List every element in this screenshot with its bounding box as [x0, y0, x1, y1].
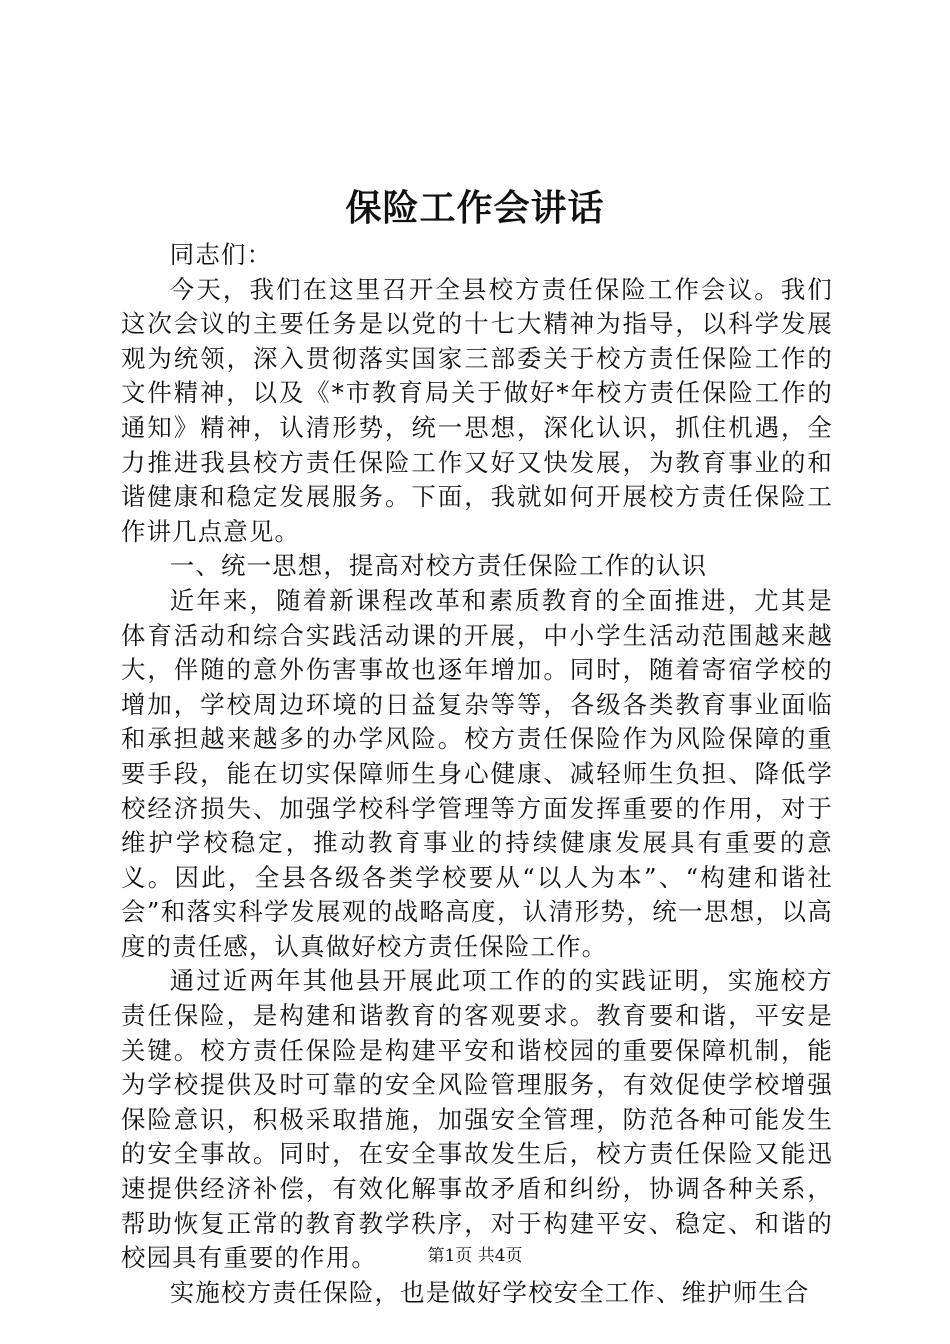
document-body — [121, 238, 833, 1310]
section-heading-1: 一、统一思想，提高对校方责任保险工作的认识 — [169, 551, 708, 581]
page-number-footer: 第1页 共4页 — [427, 1246, 523, 1266]
document-title: 保险工作会讲话 — [345, 187, 605, 229]
intro-paragraph: 今天，我们在这里召开全县校方责任保险工作会议。我们这次会议的主要任务是以党的十七大精神为指导，以科学发展观为统领，深入贯彻落实国家三部委关于校方责任保险工作的文件精神，以及《*市教育局关于做好*年校方责任保险工作的通知》精神，认清形势，统一思想，深化认识，抓住机遇，全力推进我县校方责任保险工作又好又快发展，为教育事业的和谐健康和稳定发展服务。下面，我就如何开展校方责任保险工作讲几点意见。 — [121, 274, 833, 546]
body-paragraph-1: 近年来，随着新课程改革和素质教育的全面推进，尤其是体育活动和综合实践活动课的开展，中小学生活动范围越来越大，伴随的意外伤害事故也逐年增加。同时，随着寄宿学校的增加，学校周边环境的日益复杂等等，各级各类教育事业面临和承担越来越多的办学风险。校方责任保险作为风险保障的重要手段，能在切实保障师生身心健康、减轻师生负担、降低学校经济损失、加强学校科学管理等方面发挥重要的作用，对于维护学校稳定，推动教育事业的持续健康发展具有重要的意义。因此，全县各级各类学校要从“以人为本”、“构建和谐社会”和落实科学发展观的战略高度，认清形势，统一思想，以高度的责任感，认真做好校方责任保险工作。 — [121, 585, 833, 961]
salutation-paragraph: 同志们： — [169, 240, 273, 269]
body-paragraph-2: 通过近两年其他县开展此项工作的的实践证明，实施校方责任保险，是构建和谐教育的客观要求。教育要和谐，平安是关键。校方责任保险是构建平安和谐校园的重要保障机制，能为学校提供及时可靠的安全风险管理服务，有效促使学校增强保险意识，积极采取措施，加强安全管理，防范各种可能发生的安全事故。同时，在安全事故发生后，校方责任保险又能迅速提供经济补偿，有效化解事故矛盾和纠纷，协调各种关系，帮助恢复正常的教育教学秩序，对于构建平安、稳定、和谐的校园具有重要的作用。 — [121, 966, 833, 1273]
body-paragraph-3: 实施校方责任保险，也是做好学校安全工作、维护师生合 — [169, 1277, 810, 1307]
